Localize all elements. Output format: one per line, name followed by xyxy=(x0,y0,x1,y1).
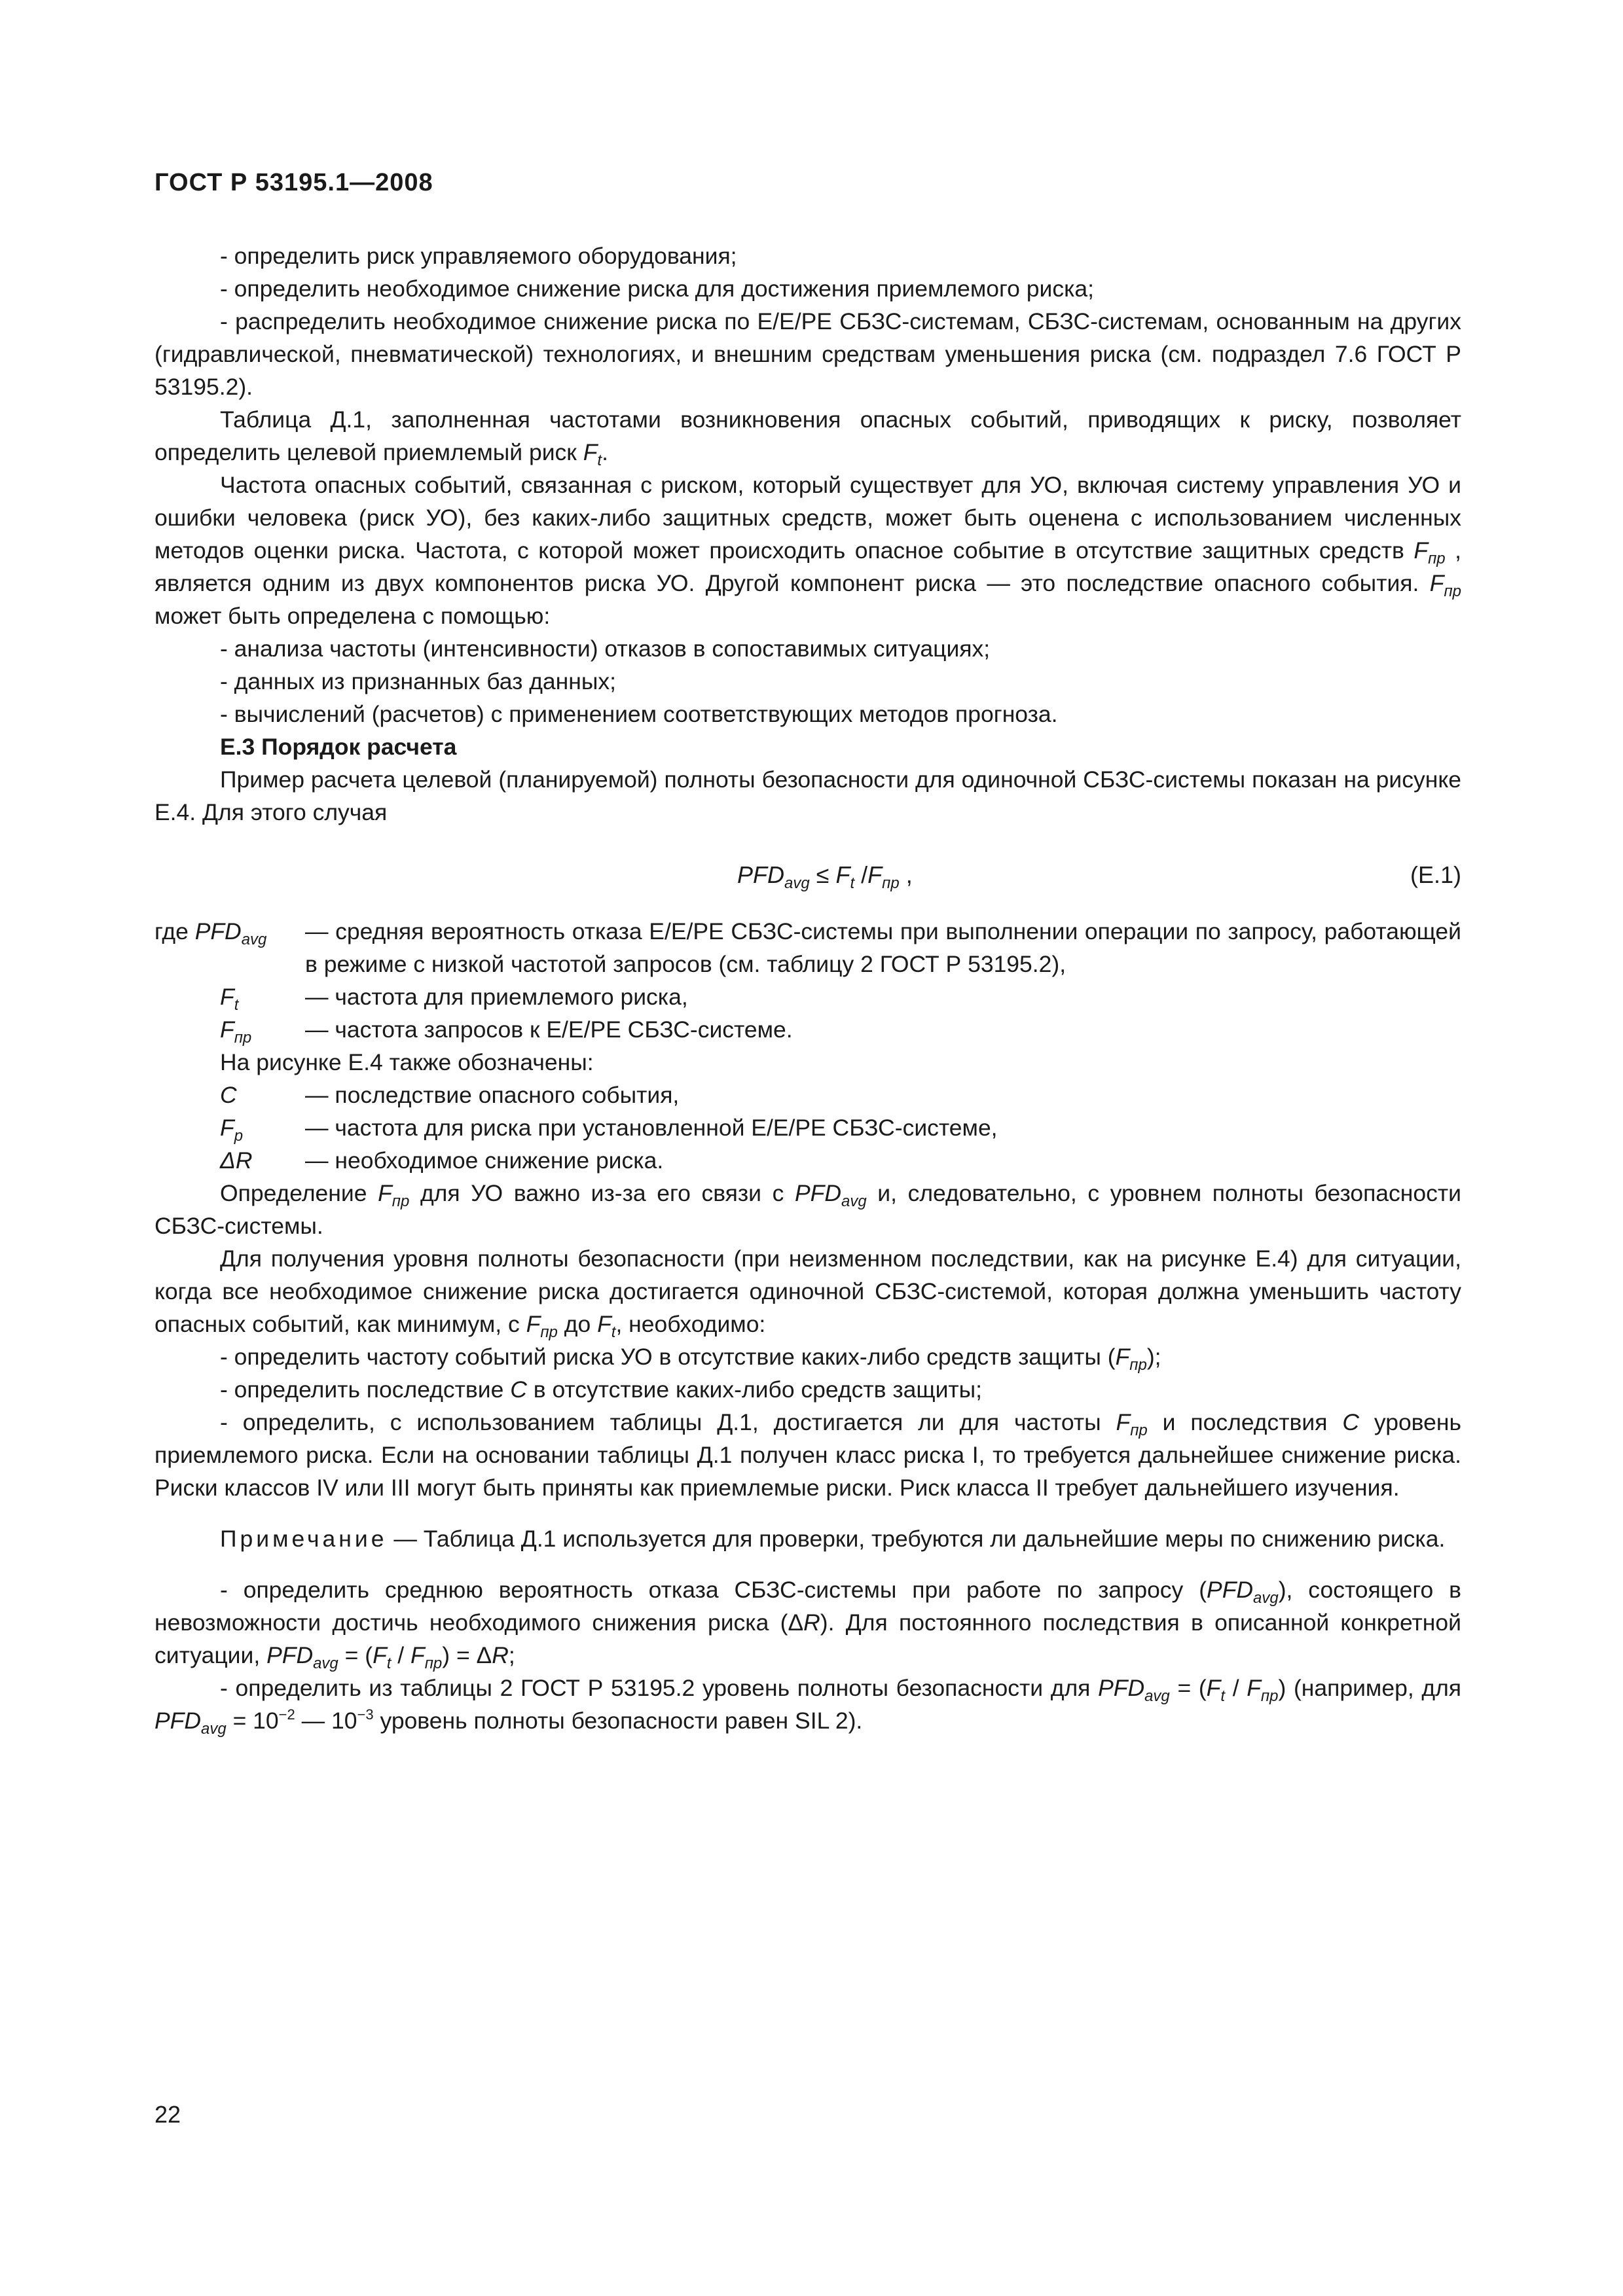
list-item: - вычислений (расчетов) с применением соответствующих методов прогноза. xyxy=(220,701,1058,727)
list-item: - определить из таблицы 2 ГОСТ Р 53195.2 уровень полноты безопасности для $PFD_{avg} = (F_t / F_{пр})$ (например, для $PFD_{avg} = 10^{-2}$ — $10^{-3}$ уровень полноты безопасности равен SIL 2). xyxy=(155,1675,1462,1738)
list-item: - определить, с использованием таблицы Д.1, достигается ли для частоты $F_{пр}$ и последствия C уровень приемлемого риска. Если на основании таблицы Д.1 получен класс риска I, то требуется дальнейшее снижение риска. Риски классов IV или III могут быть приняты как приемлемые риски. Риск класса II требует дальнейшего изучения. xyxy=(155,1409,1461,1501)
page-number: 22 xyxy=(155,2101,181,2128)
note: Примечание — Таблица Д.1 используется для проверки, требуются ли дальнейшие меры по снижению риска. xyxy=(220,1526,1446,1552)
section-heading: Е.3 Порядок расчета xyxy=(220,734,457,760)
paragraph: Для получения уровня полноты безопасности (при неизменном последствии, как на рисунке Е.4) для ситуации, когда все необходимое снижение риска достигается одиночной СБЗС-системой, которая должна уменьшить частоту опасных событий, как минимум, с $F_{пр}$ до $F_t$, необходимо: xyxy=(155,1246,1461,1341)
definitions xyxy=(155,915,1461,1177)
list-item: - распределить необходимое снижение риска по Е/Е/РЕ СБЗС-системам, СБЗС-системам, основанным на других (гидравлической, пневматической) технологиях, и внешним средствам уменьшения риска (см. подраздел 7.6 ГОСТ Р 53195.2). xyxy=(155,308,1461,400)
definition-row: $F_{пр}$ — частота запросов к Е/Е/РЕ СБЗС-системе. xyxy=(220,1016,793,1047)
equation-e1 xyxy=(155,836,1461,915)
definition-row: C — последствие опасного события, xyxy=(220,1082,680,1108)
document-body xyxy=(155,240,1461,1737)
list-item: - определить последствие C в отсутствие каких-либо средств защиты; xyxy=(220,1376,983,1403)
list-item: - определить риск управляемого оборудования; xyxy=(220,243,737,269)
note-label: Примечание xyxy=(220,1526,388,1552)
equation-number: (Е.1) xyxy=(1410,861,1461,888)
list-item: - анализа частоты (интенсивности) отказов в сопоставимых ситуациях; xyxy=(220,636,991,662)
definition-row: $F_p$ — частота для риска при установленной Е/Е/РЕ СБЗС-системе, xyxy=(220,1115,998,1145)
list-item: - определить необходимое снижение риска для достижения приемлемого риска; xyxy=(220,276,1095,302)
list-item: - определить частоту событий риска УО в отсутствие каких-либо средств защиты $(F_{пр})$; xyxy=(220,1344,1161,1374)
paragraph: Частота опасных событий, связанная с риском, который существует для УО, включая систему управления УО и ошибки человека (риск УО), без каких-либо защитных средств, может быть оценена с использованием численных методов оценки риска. Частота, с которой может происходить опасное событие в отсутствие защитных средств $F_{пр}$ , является одним из двух компонентов риска УО. Другой компонент риска — это последствие опасного события. $F_{пр}$ может быть определена с помощью: xyxy=(155,472,1461,629)
equation-formula: $PFD_{avg} \le F_t$ $/F_{пр}$ , xyxy=(737,861,913,892)
definition-row: $F_t$ — частота для приемлемого риска, xyxy=(220,984,688,1014)
list-item: - определить среднюю вероятность отказа СБЗС-системы при работе по запросу $(PFD_{avg})$, состоящего в невозможности достичь необходимого снижения риска (ΔR). Для постоянного последствия в описанной конкретной ситуации, $PFD_{avg} = (F_t / F_{пр}) = \Delta R$; xyxy=(155,1577,1461,1672)
paragraph: Пример расчета целевой (планируемой) полноты безопасности для одиночной СБЗС-системы показан на рисунке Е.4. Для этого случая xyxy=(155,766,1461,825)
paragraph: Таблица Д.1, заполненная частотами возникновения опасных событий, приводящих к риску, позволяет определить целевой приемлемый риск $F_t$. xyxy=(155,406,1461,469)
definition-row: где $PFD_{avg}$ — средняя вероятность отказа Е/Е/РЕ СБЗС-системы при выполнении операции по запросу, работающей в режиме с низкой частотой запросов (см. таблицу 2 ГОСТ Р 53195.2), xyxy=(155,918,1461,977)
definition-row: ΔR — необходимое снижение риска. xyxy=(220,1147,664,1174)
definition-intro: На рисунке Е.4 также обозначены: xyxy=(220,1049,594,1075)
list-item: - данных из признанных баз данных; xyxy=(220,668,617,694)
paragraph: Определение $F_{пр}$ для УО важно из-за его связи с $PFD_{avg}$ и, следовательно, с уровнем полноты безопасности СБЗС-системы. xyxy=(155,1180,1461,1239)
document-header: ГОСТ Р 53195.1—2008 xyxy=(155,169,433,196)
